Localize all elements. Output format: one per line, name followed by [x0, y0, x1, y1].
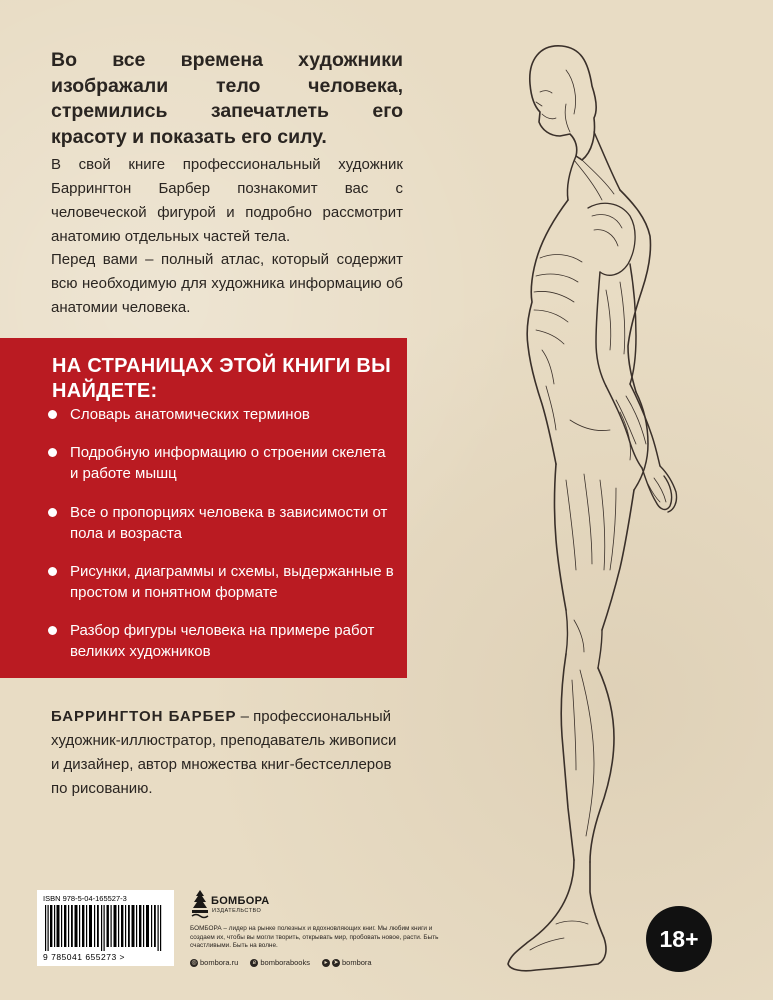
intro-paragraph-2: Перед вами – полный атлас, который содержит всю необходимую для художника информацию об анатомии человека. — [51, 251, 403, 316]
anatomy-figure-illustration — [470, 40, 700, 990]
list-item: Разбор фигуры человека на примере работ великих художников — [48, 620, 398, 662]
publisher-socials — [190, 958, 452, 967]
isbn-text: ISBN 978-5-04-165527-3 — [43, 894, 127, 903]
barcode-box — [37, 890, 174, 966]
bullet-dot-icon — [48, 410, 57, 419]
bullet-dot-icon — [48, 448, 57, 457]
social-link-site[interactable]: ◎ bombora.ru — [191, 958, 239, 967]
instagram-icon: ◎ — [191, 959, 197, 966]
list-item: Все о пропорциях человека в зависимости от пола и возраста — [48, 502, 398, 544]
youtube-icon: ▸ — [322, 959, 330, 967]
barcode-digits: 9 785041 655273 > — [43, 952, 126, 962]
intro-paragraph-1: В свой книге профессиональный художник Баррингтон Барбер познакомит вас с человеческой фигурой и подробно рассмотрит анатомию отдельных частей тела. — [51, 156, 403, 245]
publisher-blurb: БОМБОРА – лидер на рынке полезных и вдохновляющих книг. Мы любим книги и создаем их, чтобы вы могли творить, открывать мир, пробовать новое, расти. Быть счастливыми. Быть на волне. — [190, 925, 439, 949]
publisher-name: БОМБОРА — [211, 895, 270, 907]
author-bio-text: – профессиональный художник-иллюстратор, преподаватель живописи и дизайнер, автор множества книг-бестселлеров по рисованию. — [51, 708, 397, 797]
vk-icon: в — [250, 959, 258, 967]
list-item: Словарь анатомических терминов — [48, 404, 398, 425]
bullet-dot-icon — [48, 567, 57, 576]
highlights-panel — [0, 338, 407, 678]
social-link-telegram[interactable]: ▸ ➤ bombora — [322, 958, 372, 967]
author-name: БАРРИНГТОН БАРБЕР — [51, 708, 237, 725]
list-item: Подробную информацию о строении скелета и работе мышц — [48, 442, 398, 484]
age-rating-badge: 18+ — [646, 906, 712, 972]
social-link-vk[interactable]: в bomborabooks — [250, 958, 310, 967]
bullet-dot-icon — [48, 626, 57, 635]
telegram-icon: ➤ — [333, 959, 339, 966]
publisher-logo — [190, 888, 290, 920]
barcode-icon — [43, 905, 168, 951]
intro-lead: Во все времена художники изображали тело человека, стремились запечатлеть его красоту и показать его силу. — [51, 49, 403, 148]
highlights-list — [48, 404, 398, 679]
publisher-subtitle: ИЗДАТЕЛЬСТВО — [212, 908, 262, 914]
publisher-logo-icon — [190, 888, 210, 920]
highlights-title: НА СТРАНИЦАХ ЭТОЙ КНИГИ ВЫ НАЙДЕТЕ: — [52, 355, 391, 402]
author-bio — [51, 705, 403, 801]
list-item: Рисунки, диаграммы и схемы, выдержанные в простом и понятном формате — [48, 561, 398, 603]
bullet-dot-icon — [48, 508, 57, 517]
